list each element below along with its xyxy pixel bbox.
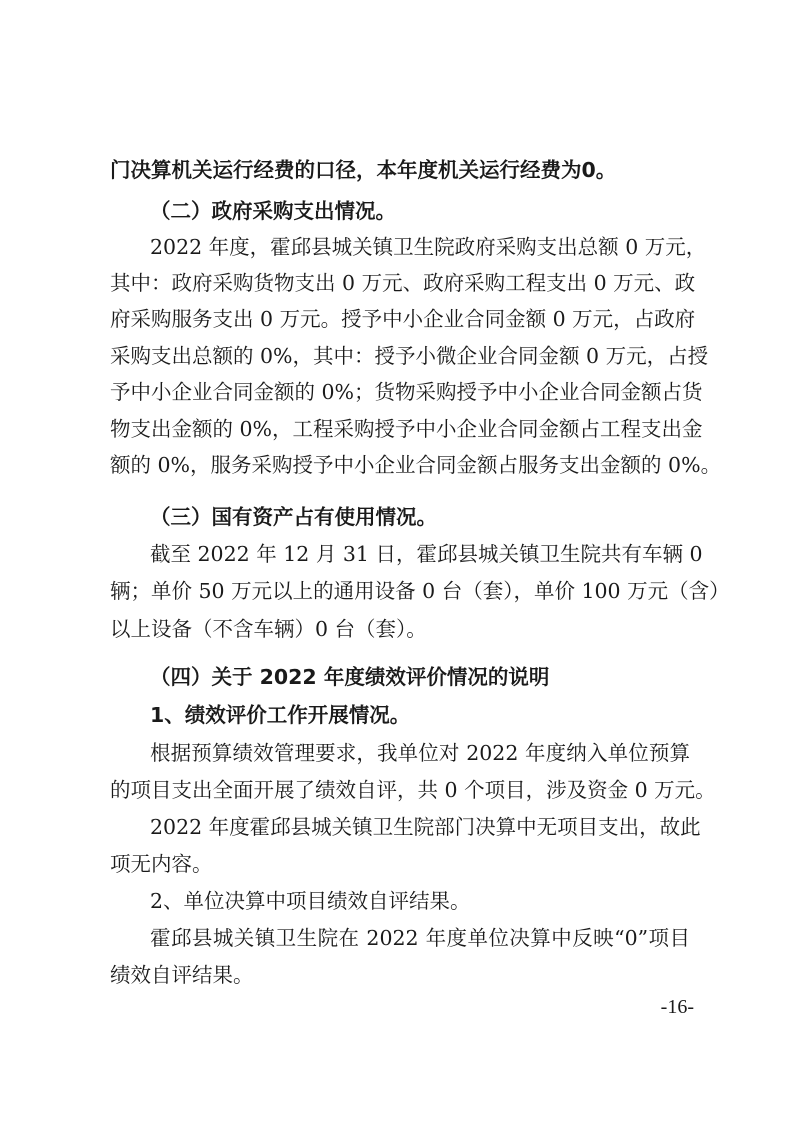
paragraph-line: 的项目支出全面开展了绩效自评，共 0 个项目，涉及资金 0 万元。 bbox=[110, 778, 716, 802]
paragraph-line: 府采购服务支出 0 万元。授予中小企业合同金额 0 万元，占政府 bbox=[110, 307, 696, 331]
subheading-self-evaluation-results: 2、单位决算中项目绩效自评结果。 bbox=[150, 889, 471, 913]
paragraph-line: 绩效自评结果。 bbox=[110, 963, 254, 987]
paragraph-line: 2022 年度霍邱县城关镇卫生院部门决算中无项目支出，故此 bbox=[150, 815, 701, 839]
section-heading-performance-evaluation: （四）关于 2022 年度绩效评价情况的说明 bbox=[150, 665, 550, 689]
subheading-evaluation-work: 1、绩效评价工作开展情况。 bbox=[150, 703, 411, 727]
paragraph-line: 门决算机关运行经费的口径，本年度机关运行经费为0。 bbox=[110, 158, 617, 182]
paragraph-line: 物支出金额的 0%，工程采购授予中小企业合同金额占工程支出金 bbox=[110, 417, 703, 441]
paragraph-line: 额的 0%，服务采购授予中小企业合同金额占服务支出金额的 0%。 bbox=[110, 453, 722, 477]
paragraph-line: 辆；单价 50 万元以上的通用设备 0 台（套），单价 100 万元（含） bbox=[110, 579, 730, 603]
paragraph-line: 截至 2022 年 12 月 31 日，霍邱县城关镇卫生院共有车辆 0 bbox=[150, 542, 703, 566]
paragraph-line: 霍邱县城关镇卫生院在 2022 年度单位决算中反映“0”项目 bbox=[150, 926, 690, 950]
paragraph-line: 以上设备（不含车辆）0 台（套）。 bbox=[110, 617, 427, 641]
paragraph-line: 予中小企业合同金额的 0%；货物采购授予中小企业合同金额占货 bbox=[110, 380, 703, 404]
section-heading-state-assets: （三）国有资产占有使用情况。 bbox=[150, 505, 437, 529]
paragraph-line: 其中：政府采购货物支出 0 万元、政府采购工程支出 0 万元、政 bbox=[110, 271, 696, 295]
paragraph-line: 根据预算绩效管理要求，我单位对 2022 年度纳入单位预算 bbox=[150, 741, 690, 765]
page-number: -16- bbox=[660, 996, 694, 1018]
paragraph-line: 2022 年度，霍邱县城关镇卫生院政府采购支出总额 0 万元， bbox=[150, 235, 707, 259]
section-heading-government-procurement: （二）政府采购支出情况。 bbox=[150, 199, 396, 223]
paragraph-line: 项无内容。 bbox=[110, 852, 213, 876]
paragraph-line: 采购支出总额的 0%，其中：授予小微企业合同金额 0 万元，占授 bbox=[110, 344, 709, 368]
